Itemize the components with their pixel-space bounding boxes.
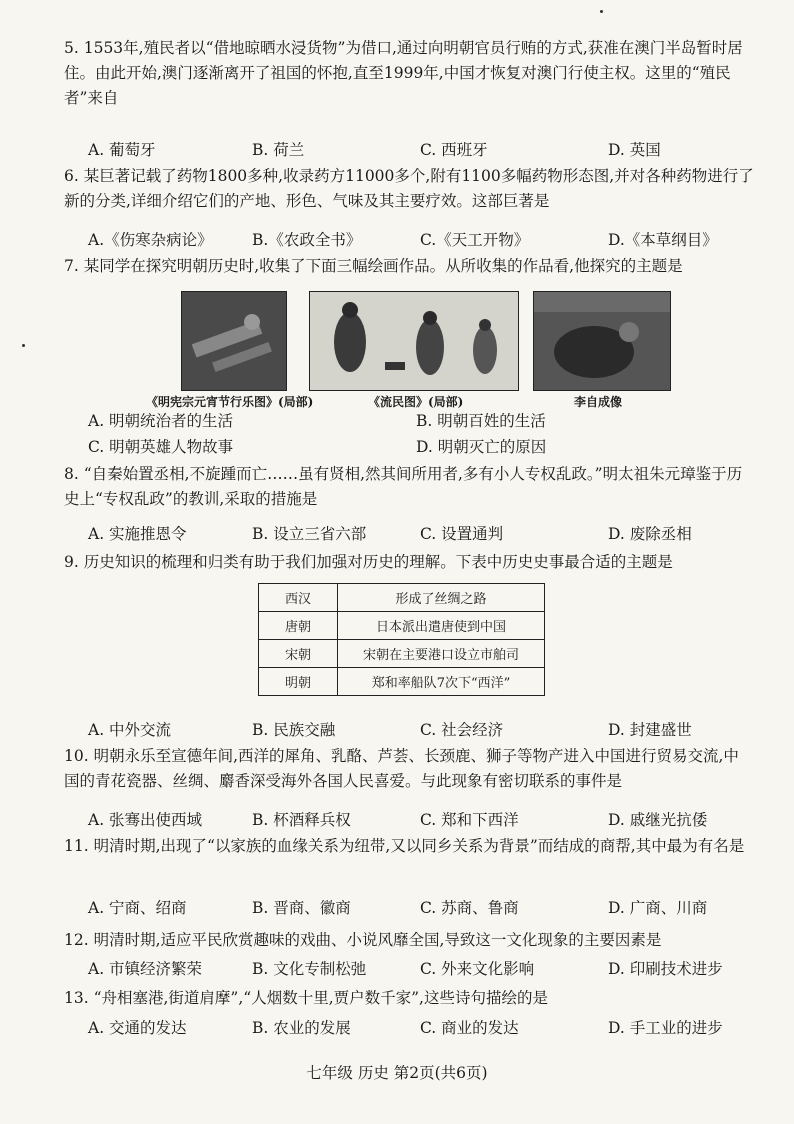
option-a[interactable]: A. 宁商、绍商	[88, 899, 187, 917]
question-6-stem: 6. 某巨著记载了药物1800多种,收录药方11000多个,附有1100多幅药物形态图,并对各种药物进行了新的分类,详细介绍它们的产地、形色、气味及其主要疗效。这部巨著是	[64, 167, 754, 210]
scan-speck	[600, 10, 603, 13]
question-9-stem: 9. 历史知识的梳理和归类有助于我们加强对历史的理解。下表中历史史事最合适的主题是	[64, 553, 673, 571]
option-a[interactable]: A.《伤寒杂病论》	[88, 231, 213, 249]
refugees-painting-svg	[310, 292, 518, 390]
option-b[interactable]: B. 文化专制松弛	[252, 960, 367, 978]
question-6-options	[88, 228, 748, 252]
option-d[interactable]: D. 英国	[608, 141, 661, 159]
option-a[interactable]: A. 实施推恩令	[88, 525, 187, 543]
table-cell-dynasty: 明朝	[259, 668, 338, 696]
question-12-stem: 12. 明清时期,适应平民欣赏趣味的戏曲、小说风靡全国,导致这一文化现象的主要因素是	[64, 931, 662, 949]
festival-painting-svg	[182, 292, 286, 390]
history-events-table	[258, 583, 545, 696]
question-13-options	[88, 1016, 748, 1040]
question-12-options	[88, 957, 748, 981]
option-c[interactable]: C. 设置通判	[420, 525, 504, 543]
table-cell-dynasty: 唐朝	[259, 612, 338, 640]
question-11-stem: 11. 明清时期,出现了“以家族的血缘关系为纽带,又以同乡关系为背景”而结成的商帮,其中最为有名是	[64, 837, 745, 855]
page-footer: 七年级 历史 第2页(共6页)	[306, 1064, 488, 1082]
question-8-options	[88, 522, 748, 546]
table-cell-dynasty: 宋朝	[259, 640, 338, 668]
option-c[interactable]: C. 苏商、鲁商	[420, 899, 519, 917]
option-b[interactable]: B.《农政全书》	[252, 231, 362, 249]
caption-festival-painting: 《明宪宗元宵节行乐图》(局部)	[146, 395, 314, 409]
question-7-options-row2	[88, 435, 748, 459]
question-9-options	[88, 718, 748, 742]
option-d[interactable]: D. 明朝灭亡的原因	[416, 438, 547, 456]
table-cell-event: 宋朝在主要港口设立市舶司	[338, 640, 545, 668]
caption-refugees-painting: 《流民图》(局部)	[368, 395, 464, 409]
option-c[interactable]: C. 外来文化影响	[420, 960, 535, 978]
question-11-options	[88, 896, 748, 920]
option-b[interactable]: B. 晋商、徽商	[252, 899, 351, 917]
question-10-stem: 10. 明朝永乐至宣德年间,西洋的犀角、乳酪、芦荟、长颈鹿、狮子等物产进入中国进行贸易交流,中国的青花瓷器、丝绸、麝香深受海外各国人民喜爱。与此现象有密切联系的事件是	[64, 747, 739, 790]
option-b[interactable]: B. 明朝百姓的生活	[416, 412, 546, 430]
table-row	[259, 668, 545, 696]
option-a[interactable]: A. 交通的发达	[88, 1019, 187, 1037]
table-row	[259, 584, 545, 612]
option-b[interactable]: B. 荷兰	[252, 141, 305, 159]
question-13-stem: 13. “舟相塞港,街道肩摩”,“人烟数十里,贾户数千家”,这些诗句描绘的是	[64, 989, 548, 1007]
option-c[interactable]: C. 商业的发达	[420, 1019, 519, 1037]
option-d[interactable]: D. 印刷技术进步	[608, 960, 723, 978]
table-row	[259, 612, 545, 640]
question-7-stem: 7. 某同学在探究明朝历史时,收集了下面三幅绘画作品。从所收集的作品看,他探究的主题是	[64, 257, 683, 275]
refugees-painting-image	[309, 291, 519, 391]
option-c[interactable]: C. 社会经济	[420, 721, 504, 739]
option-d[interactable]: D. 废除丞相	[608, 525, 692, 543]
question-7-options-row1	[88, 409, 748, 433]
option-a[interactable]: A. 明朝统治者的生活	[88, 412, 234, 430]
caption-li-zicheng: 李自成像	[574, 395, 623, 409]
li-zicheng-portrait-image	[533, 291, 671, 391]
table-cell-event: 郑和率船队7次下“西洋”	[338, 668, 545, 696]
option-d[interactable]: D. 封建盛世	[608, 721, 692, 739]
table-cell-dynasty: 西汉	[259, 584, 338, 612]
option-a[interactable]: A. 葡萄牙	[88, 141, 156, 159]
option-d[interactable]: D. 戚继光抗倭	[608, 811, 708, 829]
option-b[interactable]: B. 民族交融	[252, 721, 336, 739]
option-b[interactable]: B. 农业的发展	[252, 1019, 351, 1037]
table-row	[259, 640, 545, 668]
option-c[interactable]: C. 西班牙	[420, 141, 488, 159]
option-a[interactable]: A. 市镇经济繁荣	[88, 960, 203, 978]
option-d[interactable]: D. 手工业的进步	[608, 1019, 723, 1037]
option-d[interactable]: D. 广商、川商	[608, 899, 708, 917]
question-5-stem: 5. 1553年,殖民者以“借地晾晒水浸货物”为借口,通过向明朝官员行贿的方式,获准在澳门半岛暂时居住。由此开始,澳门逐渐离开了祖国的怀抱,直至1999年,中国才恢复对澳门行使主权。这里的“殖民者”来自	[64, 39, 743, 107]
option-d[interactable]: D.《本草纲目》	[608, 231, 718, 249]
question-8-stem: 8. “自秦始置丞相,不旋踵而亡……虽有贤相,然其间所用者,多有小人专权乱政。”明太祖朱元璋鉴于历史上“专权乱政”的教训,采取的措施是	[64, 465, 743, 508]
option-a[interactable]: A. 中外交流	[88, 721, 172, 739]
scan-speck	[22, 344, 25, 347]
option-c[interactable]: C. 郑和下西洋	[420, 811, 519, 829]
li-zicheng-portrait-svg	[534, 292, 670, 390]
question-5-options	[88, 138, 748, 162]
festival-painting-image	[181, 291, 287, 391]
table-cell-event: 形成了丝绸之路	[338, 584, 545, 612]
option-b[interactable]: B. 杯酒释兵权	[252, 811, 351, 829]
table-cell-event: 日本派出遣唐使到中国	[338, 612, 545, 640]
question-10-options	[88, 808, 748, 832]
option-a[interactable]: A. 张骞出使西域	[88, 811, 203, 829]
option-b[interactable]: B. 设立三省六部	[252, 525, 367, 543]
option-c[interactable]: C. 明朝英雄人物故事	[88, 438, 234, 456]
option-c[interactable]: C.《天工开物》	[420, 231, 530, 249]
